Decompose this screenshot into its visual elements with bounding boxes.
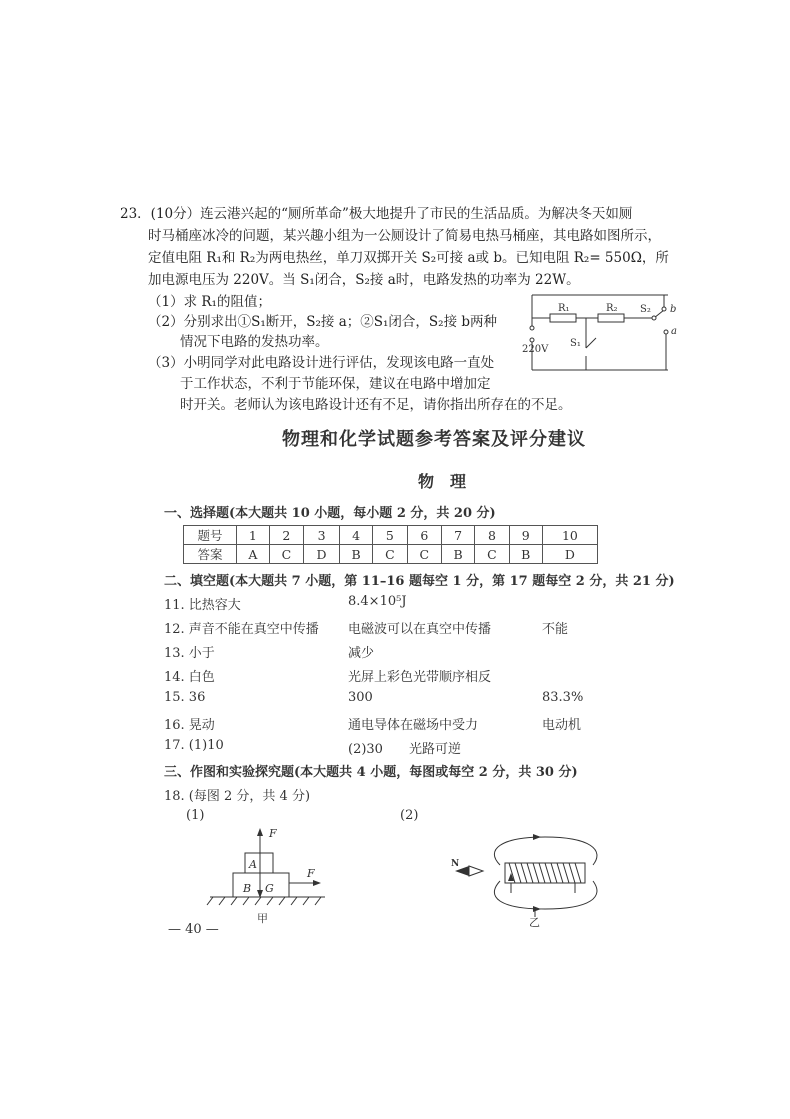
table-cell: 8 — [475, 526, 509, 545]
table-cell: C — [373, 545, 407, 564]
table-row — [184, 526, 598, 545]
table-cell: B — [509, 545, 542, 564]
table-cell: 3 — [304, 526, 340, 545]
sub-question-3a: （3）小明同学对此电路设计进行评估，发现该电路一直处 — [148, 355, 495, 371]
circuit-label-r1: R₁ — [558, 303, 570, 314]
question-line-3: 定值电阻 R₁和 R₂为两电热丝，单刀双掷开关 S₂可接 a或 b。已知电阻 R₂= 550Ω，所 — [148, 250, 669, 266]
table-cell: 10 — [542, 526, 597, 545]
table-cell: A — [237, 545, 270, 564]
fill-answer-17-b: (2)30 光路可逆 — [348, 742, 461, 757]
question-line-4: 加电源电压为 220V。当 S₁闭合，S₂接 a时，电路发热的功率为 22W。 — [148, 272, 580, 288]
fill-answer-13-a: 13. 小于 — [164, 646, 215, 661]
circuit-label-r2: R₂ — [606, 303, 618, 314]
circuit-label-a: a — [671, 326, 677, 337]
table-cell: B — [442, 545, 475, 564]
table-row — [184, 545, 598, 564]
fill-answer-12-b: 电磁波可以在真空中传播 — [348, 622, 492, 637]
table-cell: 6 — [407, 526, 441, 545]
fill-answer-17-a: 17. (1)10 — [164, 738, 224, 753]
figure-solenoid-diagram — [445, 825, 605, 930]
answer-table — [183, 525, 598, 564]
fill-answer-16-c: 电动机 — [542, 718, 582, 733]
block-label-a: A — [249, 858, 257, 871]
figure-force-diagram — [205, 825, 335, 925]
figure-2-label: (2) — [400, 808, 419, 823]
sub-question-2a: （2）分别求出①S₁断开，S₂接 a；②S₁闭合，S₂接 b两种 — [148, 314, 498, 330]
fill-answer-16-b: 通电导体在磁场中受力 — [348, 718, 479, 733]
fill-answer-11-b: 8.4×10⁵J — [348, 594, 407, 609]
force-label-f-right: F — [307, 867, 315, 880]
question-line-2: 时马桶座冰冷的问题，某兴趣小组为一公厕设计了简易电热马桶座，其电路如图所示， — [148, 228, 661, 244]
fill-answer-15-c: 83.3% — [542, 690, 584, 705]
block-label-b: B — [243, 882, 252, 895]
table-cell: 2 — [269, 526, 303, 545]
circuit-label-s1: S₁ — [570, 338, 581, 349]
table-cell: 7 — [442, 526, 475, 545]
table-cell: D — [542, 545, 597, 564]
table-cell: C — [475, 545, 509, 564]
question-line-1: 23．(10分）连云港兴起的“厕所革命”极大地提升了市民的生活品质。为解决冬天如厕 — [120, 206, 633, 222]
fill-answer-15-a: 15. 36 — [164, 690, 206, 705]
answer-title: 物理和化学试题参考答案及评分建议 — [282, 429, 586, 450]
circuit-label-s2: S₂ — [640, 304, 651, 315]
compass-label-n: N — [451, 859, 460, 869]
figure-1-label: (1) — [186, 808, 205, 823]
force-label-f-up: F — [269, 827, 277, 840]
fill-answer-16-a: 16. 晃动 — [164, 718, 215, 733]
sub-question-3b: 于工作状态，不利于节能环保，建议在电路中增加定 — [180, 376, 491, 392]
table-cell: 9 — [509, 526, 542, 545]
circuit-diagram — [520, 290, 680, 380]
fill-answer-12-a: 12. 声音不能在真空中传播 — [164, 622, 319, 637]
section-1-heading: 一、选择题(本大题共 10 小题，每小题 2 分，共 20 分) — [164, 506, 496, 521]
figure-2-caption: 乙 — [529, 916, 540, 929]
table-cell: D — [304, 545, 340, 564]
sub-question-2b: 情况下电路的发热功率。 — [180, 334, 329, 350]
fill-answer-12-c: 不能 — [542, 622, 569, 637]
circuit-label-voltage: 220V — [522, 344, 549, 355]
table-cell: 1 — [237, 526, 270, 545]
table-cell: C — [407, 545, 441, 564]
circuit-label-b: b — [670, 304, 677, 315]
sub-question-3c: 时开关。老师认为该电路设计还有不足，请你指出所存在的不足。 — [180, 397, 572, 413]
force-label-g: G — [265, 882, 274, 895]
table-head-cell: 答案 — [184, 545, 237, 564]
section-3-heading: 三、作图和实验探究题(本大题共 4 小题，每图或每空 2 分，共 30 分) — [164, 765, 578, 780]
sub-question-1: （1）求 R₁的阻值； — [148, 294, 271, 310]
subject-title: 物 理 — [418, 472, 467, 491]
fill-answer-14-b: 光屏上彩色光带顺序相反 — [348, 670, 492, 685]
page-number: — 40 — — [168, 922, 219, 937]
figure-1-caption: 甲 — [257, 912, 268, 925]
fill-answer-15-b: 300 — [348, 690, 373, 705]
table-cell: 4 — [340, 526, 373, 545]
fill-answer-11-a: 11. 比热容大 — [164, 598, 241, 613]
table-cell: C — [269, 545, 303, 564]
question-18-heading: 18. (每图 2 分，共 4 分) — [164, 789, 311, 804]
table-cell: B — [340, 545, 373, 564]
table-head-cell: 题号 — [184, 526, 237, 545]
table-cell: 5 — [373, 526, 407, 545]
section-2-heading: 二、填空题(本大题共 7 小题，第 11–16 题每空 1 分，第 17 题每空 2 分，共 21 分) — [164, 574, 675, 589]
fill-answer-13-b: 减少 — [348, 646, 375, 661]
fill-answer-14-a: 14. 白色 — [164, 670, 215, 685]
